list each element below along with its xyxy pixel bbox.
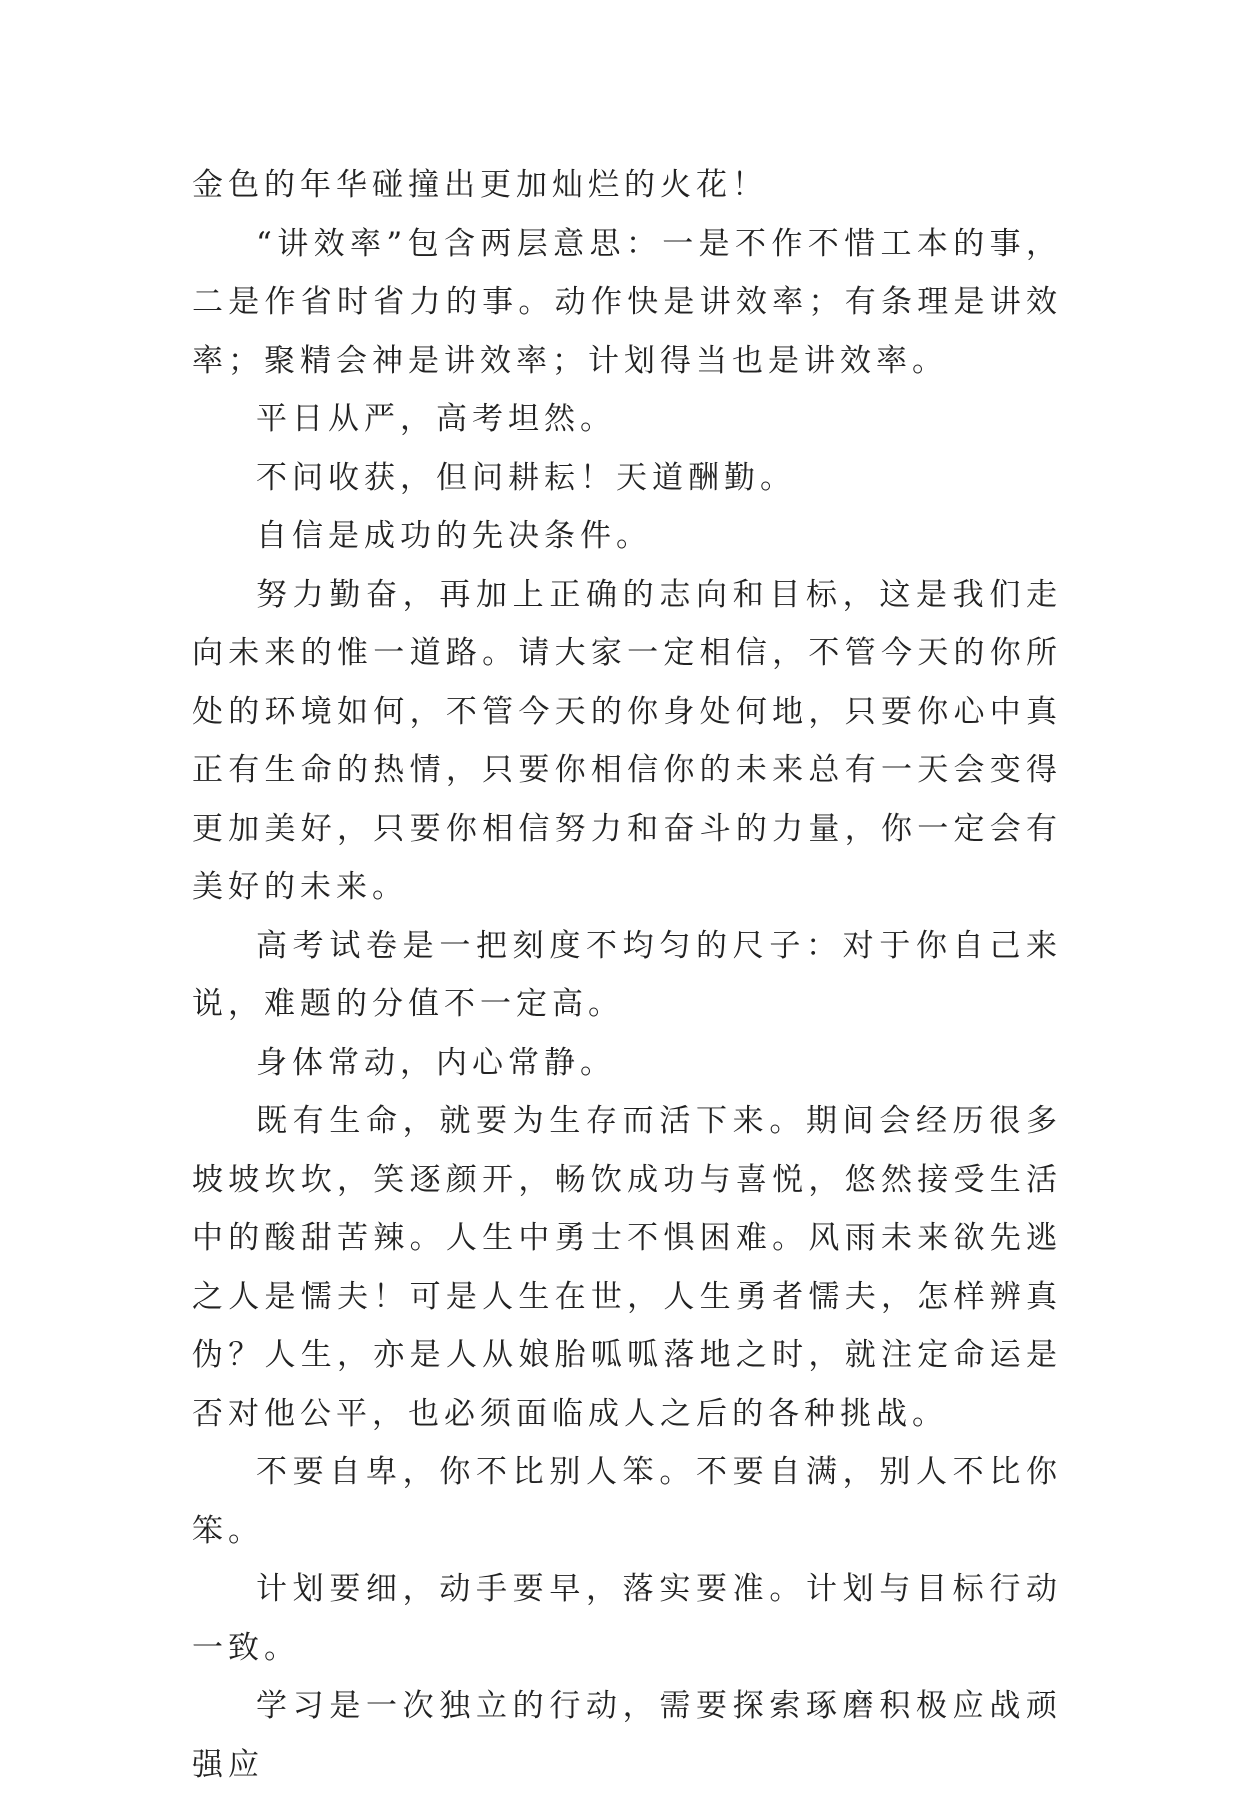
paragraph-3: 平日从严，高考坦然。	[256, 401, 616, 437]
paragraph-1: 金色的年华碰撞出更加灿烂的火花！	[192, 167, 768, 203]
paragraph-6: 努力勤奋，再加上正确的志向和目标，这是我们走向未来的惟一道路。请大家一定相信，不管今天的你所处的环境如何，不管今天的你身处何地，只要你心中真正有生命的热情，只要你相信你的未来总有一天会变得更加美好，只要你相信努力和奋斗的力量，你一定会有美好的未来。	[192, 576, 1062, 905]
paragraph-2: “讲效率”包含两层意思：一是不作不惜工本的事，二是作省时省力的事。动作快是讲效率；有条理是讲效率；聚精会神是讲效率；计划得当也是讲效率。	[192, 225, 1062, 379]
paragraph-9: 既有生命，就要为生存而活下来。期间会经历很多坡坡坎坎，笑逐颜开，畅饮成功与喜悦，悠然接受生活中的酸甜苦辣。人生中勇士不惧困难。风雨未来欲先逃之人是懦夫！可是人生在世，人生勇者懦夫，怎样辨真伪？人生，亦是人从娘胎呱呱落地之时，就注定命运是否对他公平，也必须面临成人之后的各种挑战。	[192, 1103, 1062, 1432]
paragraph-5: 自信是成功的先决条件。	[256, 518, 652, 554]
paragraph-8: 身体常动，内心常静。	[256, 1044, 616, 1081]
document-body	[192, 156, 1062, 1794]
paragraph-11: 计划要细，动手要早，落实要准。计划与目标行动一致。	[192, 1571, 1062, 1666]
paragraph-7: 高考试卷是一把刻度不均匀的尺子：对于你自己来说，难题的分值不一定高。	[192, 927, 1062, 1022]
paragraph-4: 不问收获，但问耕耘！天道酬勤。	[256, 459, 796, 496]
paragraph-12: 学习是一次独立的行动，需要探索琢磨积极应战顽强应	[192, 1688, 1062, 1783]
paragraph-10: 不要自卑，你不比别人笨。不要自满，别人不比你笨。	[192, 1454, 1062, 1549]
